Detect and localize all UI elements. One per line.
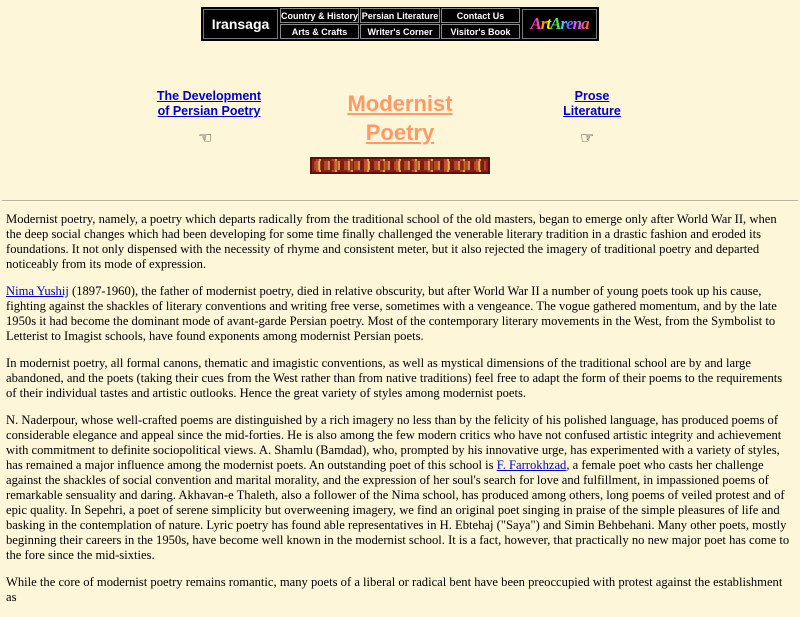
paragraph [6,413,794,563]
link-line: Prose [574,89,610,103]
art-arena-letter: r [540,14,547,33]
art-arena-letter: n [572,14,582,33]
title-line: Poetry [365,120,435,145]
paragraph: Modernist poetry, namely, a poetry which departs radically from the traditional school of the old masters, began to emerge only after World War II, when the deep social changes which had been developing for some time finally challenged the venerable literary tradition in a drastic fashion and eroded its foundations. It not only dispensed with the necessity of rhyme and consistent meter, but it also rejected the imagery of traditional poetry and departed noticeably from its mode of expression. [6,212,777,271]
iransaga-logo-link[interactable]: Iransaga [202,8,279,40]
prose-literature-link[interactable] [552,89,632,119]
paragraph: While the core of modernist poetry remains romantic, many poets of a liberal or radical bent have been preoccupied with protest against the establishment as [6,575,783,604]
pointing-hand-left-icon[interactable]: ☜ [198,128,213,147]
development-of-persian-poetry-link[interactable] [150,89,268,119]
paragraph [6,284,794,344]
pointing-hand-right-icon[interactable]: ☞ [580,128,595,147]
horizontal-divider [2,200,798,202]
art-arena-letter: e [566,14,573,33]
art-arena-letter: t [546,14,551,33]
paragraph-text: (1897-1960), the father of modernist poetry, died in relative obscurity, but after World War II a number of young poets took up his cause, fighting against the shackles of literary conventions and writing free verse, sometimes with a vengeance. The vogue gathered momentum, and by the late 1950s it had become the dominant mode of avant-garde Persian poetry. Most of the contemporary literary movements in the West, from the Symbolist to Letterist to Imagist schools, have found exponents among modernist Persian poets. [6,284,777,343]
art-arena-letter: A [550,14,561,33]
link-line: Literature [563,104,621,118]
art-arena-letter: r [560,14,567,33]
top-navigation-bar [201,7,599,41]
nima-yushij-link[interactable]: Nima Yushij [6,284,69,298]
paragraph-text: , a female poet who casts her challenge against the shackles of social convention and marital morality, and the expression of her soul's search for love and fulfillment, in impassioned poems of remarkable sensuality and daring. Akhavan-e Thaleth, also a follower of the Nima school, has produced among others, long poems of veiled protest and of epic quality. In Sepehri, a poet of serene simplicity but overweening imagery, we find an original poet singing in praise of the simple pleasures of life and basking in the contemplation of nature. Lyric poetry has found able representatives in H. Ebtehaj ("Saya") and Simin Behbehani. Many other poets, mostly beginning their careers in the 1950s, have become well known in the modernist school. It is a fact, however, that practically no new major poet has come to the fore since the mid-sixties. [6,458,790,562]
nav-visitors-book[interactable]: Visitor's Book [441,24,520,39]
link-line: The Development [156,89,262,103]
ornament-pattern [314,161,486,170]
nav-arts-crafts[interactable]: Arts & Crafts [280,24,359,39]
art-arena-logo-link[interactable] [521,8,598,40]
nav-contact-us[interactable]: Contact Us [441,8,520,23]
title-line: Modernist [347,91,453,116]
nav-country-history[interactable]: Country & History [280,8,359,23]
page-title [330,89,470,147]
f-farrokhzad-link[interactable]: F. Farrokhzad [496,458,567,472]
decorative-border-image [310,157,490,174]
art-arena-letter: a [581,14,589,33]
nav-writers-corner[interactable]: Writer's Corner [360,24,440,39]
art-arena-letter: A [530,14,541,33]
article-body [6,212,794,617]
nav-persian-literature[interactable]: Persian Literature [360,8,440,23]
paragraph-text: N. Naderpour, whose well-crafted poems are distinguished by a rich imagery no less than by the felicity of his polished language, has produced poems of considerable elegance and appeal since the mid-forties. He is also among the few modern critics who have not confused artistic integrity and achievement with commitment to definite sociopolitical views. A. Shamlu (Bamdad), who, prompted by his innovative urge, has experimented with a variety of styles, has remained a major influence among the modernist poets. An outstanding poet of this school is [6,413,782,472]
link-line: of Persian Poetry [157,104,261,118]
paragraph: In modernist poetry, all formal canons, thematic and imagistic conventions, as well as mystical dimensions of the traditional school are by and large abandoned, and the poets (taking their cues from the West rather than from native traditions) feel free to adapt the form of their poems to the requirements of their individual tastes and artistic outlooks. Hence the great variety of styles among modernist poets. [6,356,783,400]
